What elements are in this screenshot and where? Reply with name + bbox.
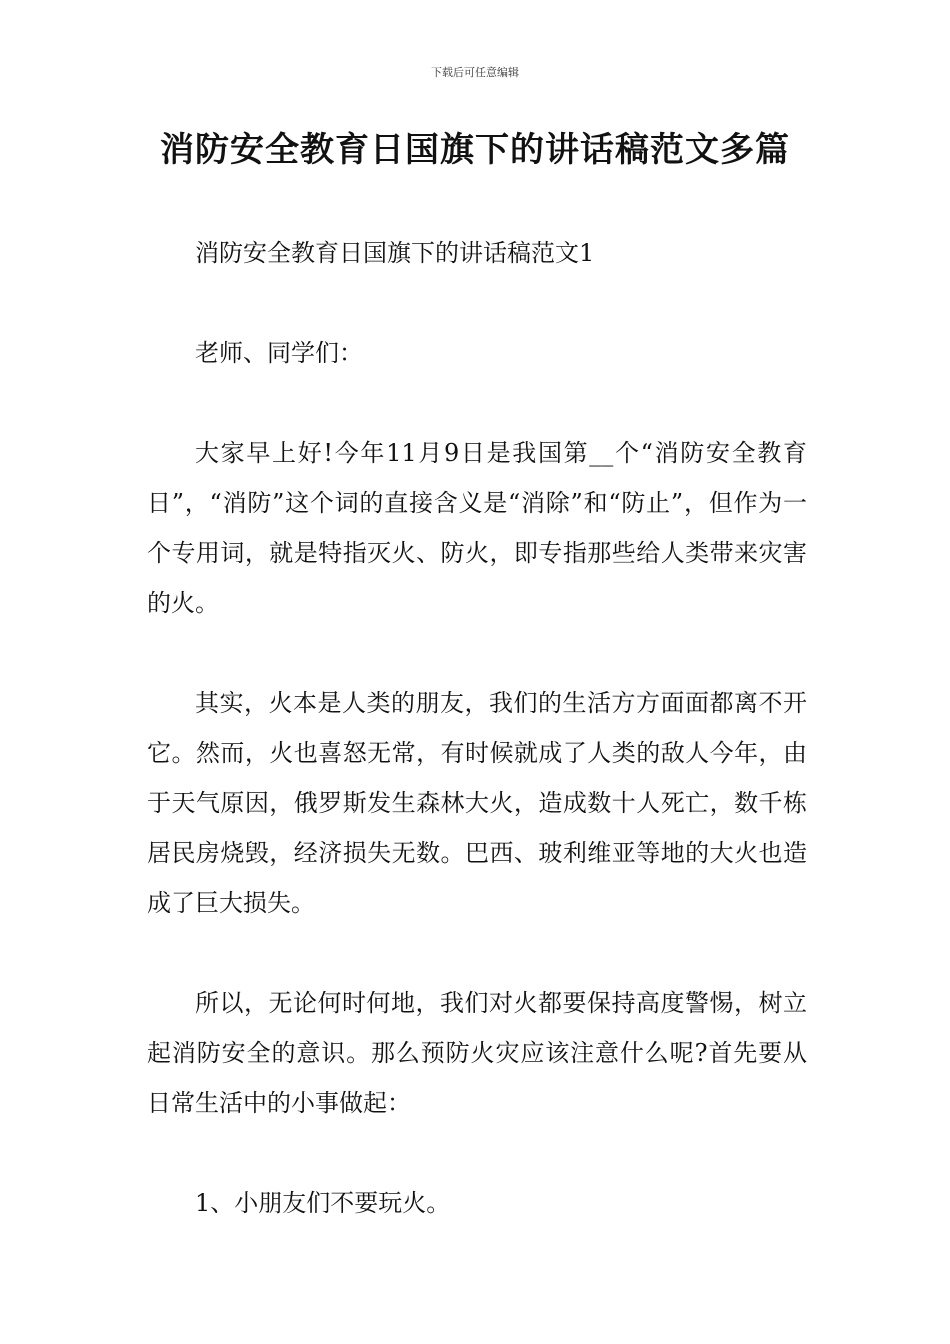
list-item-paragraph: 1、小朋友们不要玩火。	[195, 1189, 451, 1217]
salutation-paragraph: 老师、同学们：	[195, 339, 363, 367]
section-heading: 消防安全教育日国旗下的讲话稿范文1	[195, 239, 595, 267]
body-paragraph: 大家早上好!今年11月9日是我国第__个“消防安全教育日”，“消防”这个词的直接含义是“消除”和“防止”，但作为一个专用词，就是特指灭火、防火，即专指那些给人类带来灾害的火。	[147, 439, 807, 617]
body-paragraph: 其实，火本是人类的朋友，我们的生活方方面面都离不开它。然而，火也喜怒无常，有时候就成了人类的敌人今年，由于天气原因，俄罗斯发生森林大火，造成数十人死亡，数千栋居民房烧毁，经济损失无数。巴西、玻利维亚等地的大火也造成了巨大损失。	[147, 689, 807, 917]
document-body	[147, 228, 807, 1278]
page-header-note: 下载后可任意编辑	[431, 66, 519, 79]
body-paragraph: 所以，无论何时何地，我们对火都要保持高度警惕，树立起消防安全的意识。那么预防火灾应该注意什么呢?首先要从日常生活中的小事做起：	[147, 989, 807, 1117]
document-title: 消防安全教育日国旗下的讲话稿范文多篇	[160, 130, 790, 170]
